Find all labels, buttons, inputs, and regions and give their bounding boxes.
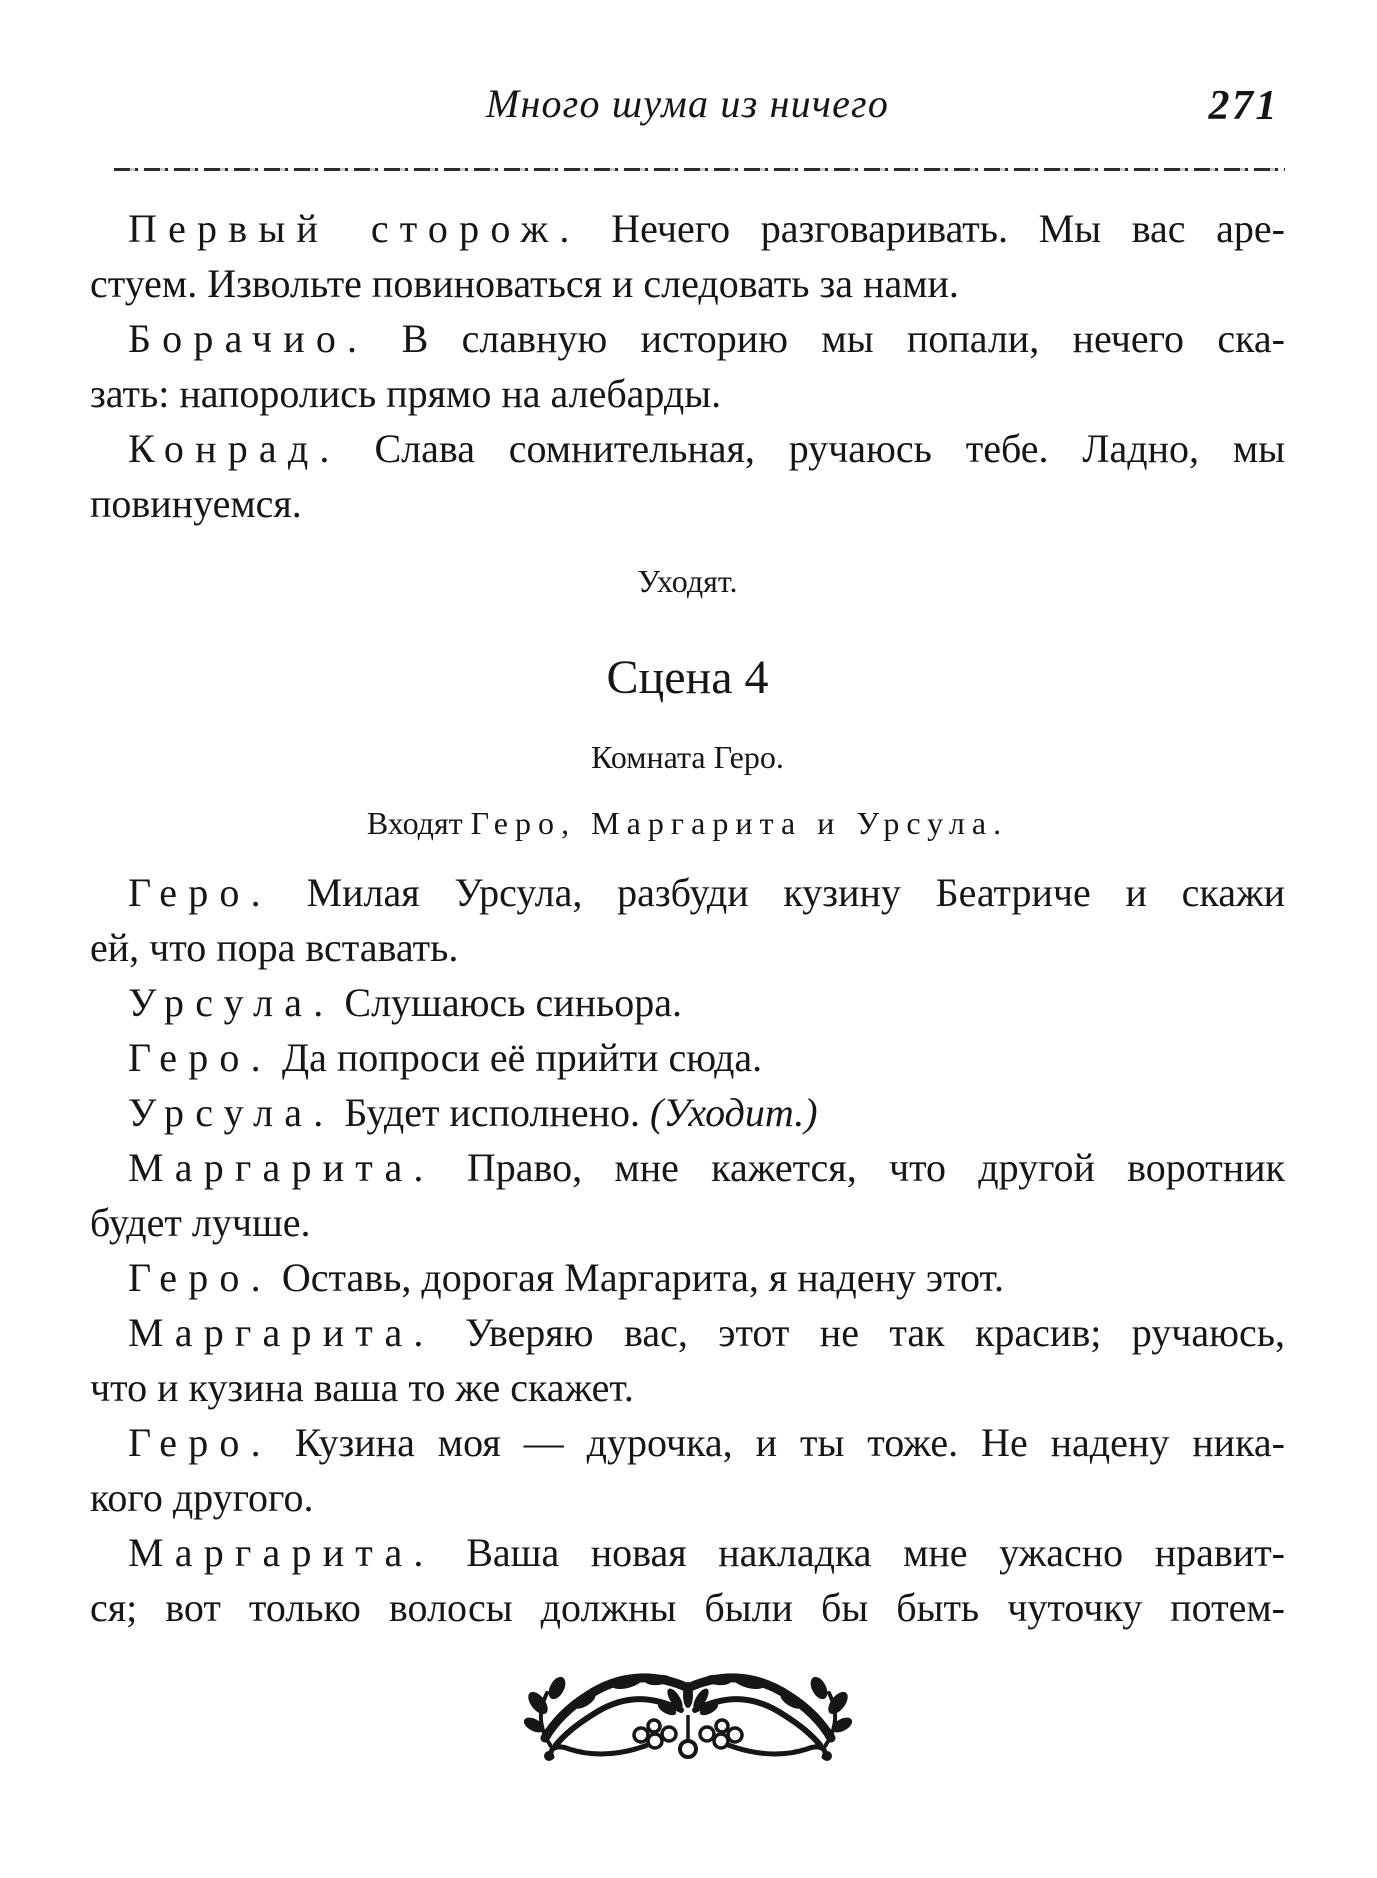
dialogue-line [90,1525,1285,1580]
dialogue-line [90,1085,1285,1140]
dialogue-line: ей, что пора вставать. [90,925,459,970]
dialogue-text: Ваша новая накладка мне ужасно нравит- [466,1530,1286,1575]
dialogue-line: кого другого. [90,1475,314,1520]
dialogue-line [90,1415,1285,1470]
dialogue-paragraph [90,421,1285,531]
speaker-name: Урсула. [128,980,335,1025]
speaker-name: Маргарита. [128,1310,435,1355]
speaker-name: Конрад. [128,426,341,471]
dialogue-paragraph [90,1415,1285,1525]
dialogue-text: Уверяю вас, этот не так красив; ручаюсь, [465,1310,1285,1355]
dialogue-text: Кузина моя — дурочка, и ты тоже. Не надену ника- [294,1420,1285,1465]
speaker-name: Борачио. [128,316,369,361]
speaker-name: Геро. [128,1035,272,1080]
dialogue-paragraph [90,1085,1285,1140]
dialogue-text: Будет исполнено. [344,1090,640,1135]
dialogue-text: Слушаюсь синьора. [344,980,683,1025]
dialogue-paragraph [90,1030,1285,1085]
speaker-name: Маргарита. [128,1145,435,1190]
dialogue-paragraph [90,201,1285,311]
dialogue-paragraph [90,1140,1285,1250]
scene-heading: Сцена 4 [606,651,769,704]
dialogue-line: стуем. Извольте повиноваться и следовать за нами. [90,261,959,306]
dialogue-line: зать: напоролись прямо на алебарды. [90,371,722,416]
dialogue-line [90,865,1285,920]
dialogue-line: повинуемся. [90,481,302,526]
dialogue-text: Нечего разговаривать. Мы вас аре- [611,206,1285,251]
speaker-name: Геро. [128,1255,272,1300]
dialogue-line [90,1030,1285,1085]
dialogue-paragraph [90,975,1285,1030]
page-header [90,80,1285,136]
dialogue-text: Слава сомнительная, ручаюсь тебе. Ладно, мы [374,426,1286,471]
dialogue-line [90,1140,1285,1195]
dialogue-line: что и кузина ваша то же скажет. [90,1365,634,1410]
speaker-name: Маргарита. [128,1530,435,1575]
dialogue-line [90,311,1285,366]
stage-direction-enter [90,803,1285,843]
speaker-name: Геро. [128,870,272,915]
page-text-content [90,201,1285,1777]
dialogue-paragraph [90,1305,1285,1415]
dialogue-text: Да попроси её прийти сюда. [281,1035,763,1080]
header-divider-rule [114,168,1285,171]
dialogue-line [90,975,1285,1030]
scene-location: Комната Геро. [591,739,784,775]
dialogue-text: Оставь, дорогая Маргарита, я надену этот. [281,1255,1004,1300]
dialogue-line: ся; вот только волосы должны были бы быть чуточку потем- [90,1585,1285,1630]
ornament-center-fan [656,1682,720,1757]
page-footer-ornament [90,1671,1285,1777]
speaker-name: Геро. [128,1420,272,1465]
running-head-title: Много шума из ничего [485,81,890,126]
dialogue-text: Право, мне кажется, что другой воротник [466,1145,1285,1190]
dialogue-line [90,1305,1285,1360]
dialogue-line [90,201,1285,256]
dialogue-text: В славную историю мы попали, нечего ска- [401,316,1285,361]
stage-direction-names: Геро, Маргарита и Урсула. [470,805,1009,841]
dialogue-paragraph [90,865,1285,975]
speaker-name: Первый сторож. [128,206,581,251]
floral-ornament-icon [523,1671,853,1763]
dialogue-text: Милая Урсула, разбуди кузину Беатриче и скажи [306,870,1285,915]
inline-stage-direction: (Уходит.) [650,1090,818,1135]
dialogue-paragraph [90,1250,1285,1305]
dialogue-line [90,1250,1285,1305]
dialogue-line [90,421,1285,476]
page-number: 271 [1208,83,1279,129]
speaker-name: Урсула. [128,1090,335,1135]
stage-direction-prefix: Входят [366,805,463,841]
dialogue-line: будет лучше. [90,1200,311,1245]
stage-direction-exit: Уходят. [637,563,738,599]
dialogue-paragraph [90,1525,1285,1635]
dialogue-paragraph [90,311,1285,421]
